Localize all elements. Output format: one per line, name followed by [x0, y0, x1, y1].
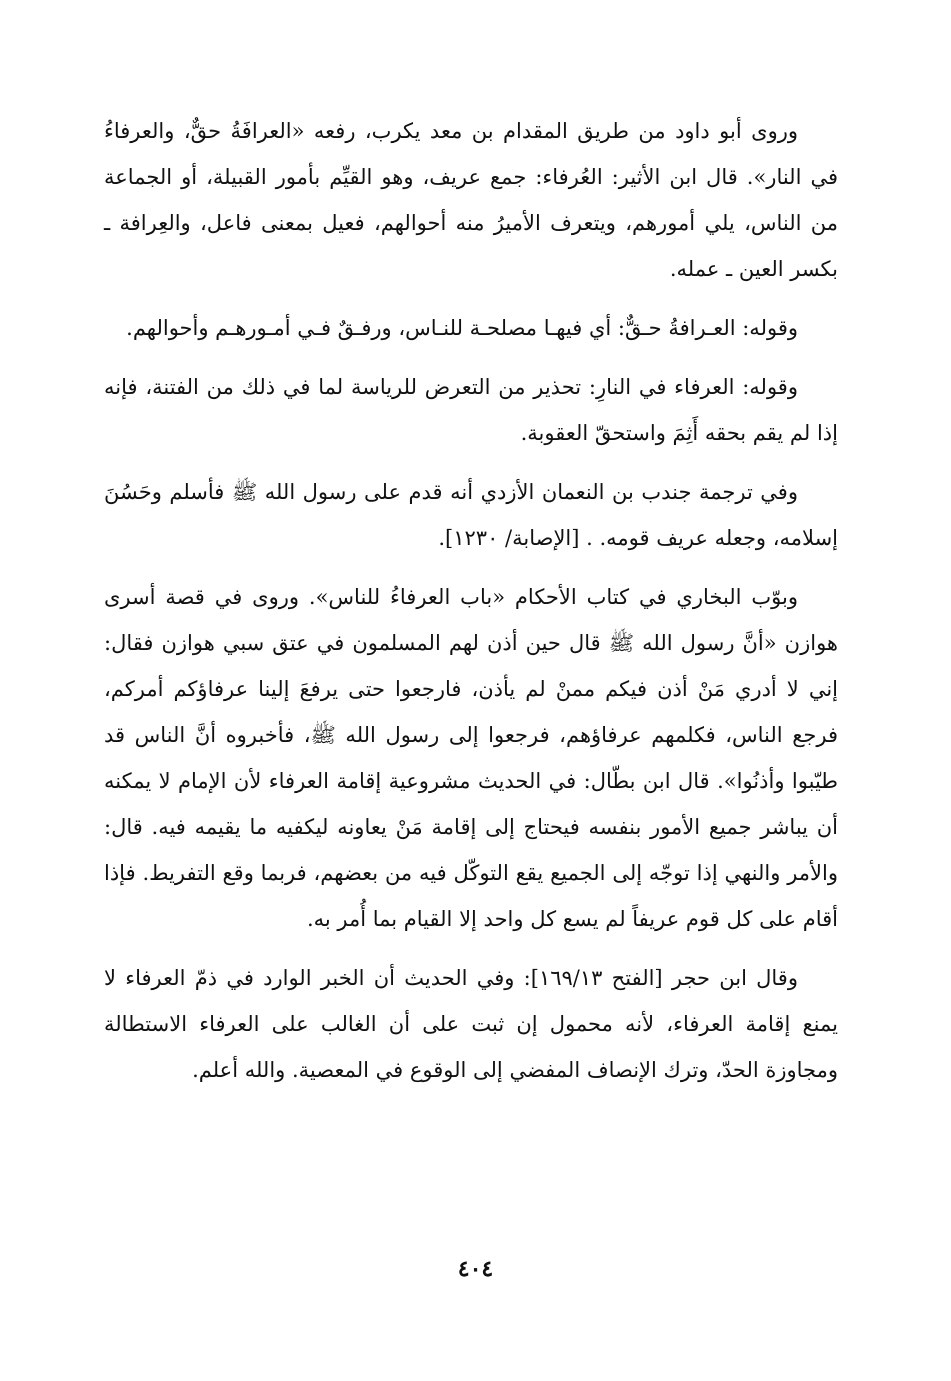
paragraph-jundab-biography: وفي ترجمة جندب بن النعمان الأزدي أنه قدم على رسول الله ﷺ فأسلم وحَسُنَ إسلامه، وجعله عريف قومه. . [الإصابة/ ١٢٣٠].: [104, 480, 838, 550]
page-number: ٤٠٤: [457, 1256, 494, 1282]
paragraph-urafa-fi-al-nar: وقوله: العرفاء في النارِ: تحذير من التعرض للرياسة لما في ذلك من الفتنة، فإنه إذا لم يقم بحقه أَثِمَ واستحقّ العقوبة.: [104, 375, 838, 445]
paragraph-arafa-haqq: وقوله: العـرافةُ حـقٌّ: أي فيهـا مصلحـة للنـاس، ورفـقٌ فـي أمـورهـم وأحوالهم.: [126, 316, 798, 340]
paragraph-ibn-hajar: وقال ابن حجر [الفتح ١٦٩/١٣]: وفي الحديث أن الخبر الوارد في ذمّ العرفاء لا يمنع إقامة العرفاء، لأنه محمول إن ثبت على أن الغالب على العرفاء الاستطالة ومجاوزة الحدّ، وترك الإنصاف المفضي إلى الوقوع في المعصية. والله أعلم.: [104, 966, 838, 1082]
paragraph-bukhari-chapter: وبوّب البخاري في كتاب الأحكام «باب العرفاءُ للناس». وروى في قصة أسرى هوازن «أنَّ رسول الله ﷺ قال حين أذن لهم المسلمون في عتق سبي هوازن فقال: إني لا أدري مَنْ أذن فيكم ممنْ لم يأذن، فارجعوا حتى يرفعَ إلينا عرفاؤكم أمركم، فرجع الناس، فكلمهم عرفاؤهم، فرجعوا إلى رسول الله ﷺ، فأخبروه أنَّ الناس قد طيّبوا وأذنُوا». قال ابن بطّال: في الحديث مشروعية إقامة العرفاء لأن الإمام لا يمكنه أن يباشر جميع الأمور بنفسه فيحتاج إلى إقامة مَنْ يعاونه ليكفيه ما يقيمه فيه. قال: والأمر والنهي إذا توجّه إلى الجميع يقع التوكّل فيه من بعضهم، فربما وقع التفريط. فإذا أقام على كل قوم عريفاً لم يسع كل واحد إلا القيام بما أُمر به.: [104, 585, 838, 931]
paragraph-abu-dawud-narration: وروى أبو داود من طريق المقدام بن معد يكرب، رفعه «العرافَةُ حقٌّ، والعرفاءُ في النار». قال ابن الأثير: العُرفاء: جمع عريف، وهو القيِّم بأمور القبيلة، أو الجماعة من الناس، يلي أمورهم، ويتعرف الأميرُ منه أحوالهم، فعيل بمعنى فاعل، والعِرافة ـ بكسر العين ـ عمله.: [104, 119, 838, 281]
page-body: [104, 108, 838, 1106]
